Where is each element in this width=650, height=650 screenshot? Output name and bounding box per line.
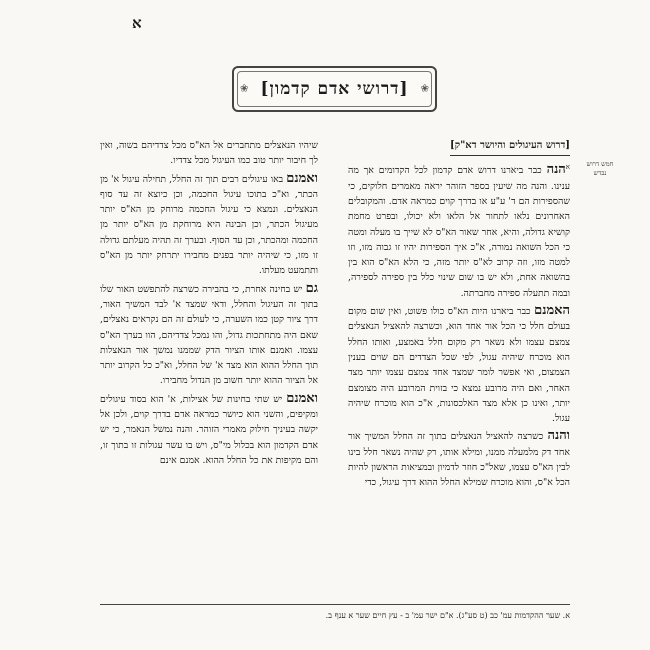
- paragraph-lead-word: האמנם: [534, 303, 570, 319]
- paragraph: [100, 171, 318, 279]
- paragraph-lead-word: גם: [305, 280, 318, 296]
- paragraph: [100, 138, 318, 169]
- paragraph-lead-word: והנה: [547, 428, 570, 444]
- paragraph-text: יש שתי בחינות של אצילות, א' הוא בסוד עיגולים ומקיפים, והשני הוא כיושר כמראה אדם בדרך קוים, ולכן אל יקשה בעיניך חילוק מאמרי הזוהר. והנה נמשל הנאמר, כי יש אדם הקדמון הוא בכלול מי"ס, ויש בו עשר עגולות זו בתוך זו, והם מקיפות את כל החלל ההוא. אמנם אינם: [100, 393, 318, 466]
- chapter-title-banner: [232, 66, 437, 112]
- section-heading: [דרוש העיגולים והיושר דא"ק]: [450, 138, 570, 156]
- paragraph-text: באו עיגולים רבים תוך זה החלל, תחילה עיגול א' מן הכתר, וא"כ בתוכו עיגול החכמה, וכן כיוצא זה עד סוף הנאצלים. ונמצא כי עיגול החכמה מרוחק מן הא"ס יותר מעיגול הכתר, וכן הבינה היא מרוחקת מן הא"ס יותר מן החכמה ומהכתר, וכן עד הסוף. ובערך זה תהיה מעלתם גדולה זו מזו, כי שיהיה יותר בפנים מחבירו יתרחק יותר מן הא"ס ותתמעט מעלתו.: [100, 173, 318, 277]
- paragraph-lead-word: ואמנם: [286, 390, 318, 406]
- paragraph-lead-word: הנה: [546, 162, 566, 178]
- paragraph: [100, 391, 318, 468]
- paragraph: [348, 160, 570, 301]
- page-number-letter: א: [132, 14, 142, 32]
- paragraph-text: שיהיו הנאצלים מתחברים אל הא"ס מכל צדדיהם בשוה, ואין לך חיבור יותר טוב כמו העיגול מכל צדדיו.: [100, 140, 318, 167]
- flower-ornament-icon: ❀: [240, 83, 249, 95]
- text-column-left: [100, 138, 318, 596]
- column-divider: [335, 138, 336, 593]
- footnote: א. שער ההקדמות עמ' כב (ט סע"ג). א"ם ישר עמ' ב - עץ חיים שער א ענף ב.: [325, 611, 570, 620]
- paragraph-text: כבר ביארנו היות הא"ס כולו פשוט, ואין שום מקום בעולם חלל כי הכל אור אחד הוא, וכשרצה להאציל הנאצלים צמצם עצמו ולא נשאר רק מקום חלל באמצע, ואותו החלל הוא מוכרח שיהיה עגול, לפי שכל הצדדים הם שוים בענין הצמצום, ואי אפשר לומר שמצד אחד צמצם עצמו יותר מצד האחר, ואם היה מרובע נמצא כי בזוית המרובע היה מצומצם יותר, ואינו כן אלא מצד האלכסונות, א"כ הוא מוכרח שיהיה עגול.: [348, 306, 570, 425]
- flower-ornament-icon: ❀: [420, 83, 429, 95]
- margin-note: חמש דרוש נבדש: [586, 160, 614, 177]
- paragraph-lead-word: ואמנם: [286, 170, 318, 186]
- text-column-right: [348, 138, 570, 596]
- footnote-rule: [100, 604, 570, 605]
- paragraph: [100, 281, 318, 389]
- paragraph-text: יש בחינה אחרת, כי בהבירה כשרצה להתפשט האור שלו בתוך זה העיגול והחלל, ודאי שמצד א' לבד המשיך האור, דרך ציור קטן כמו השערה, כי לעולם זה הם נקראים נאצלים, שאם היה מתחתכות גדול, והו נמכל צדדיהם, הוו בערך הא"ס עצמו. ואמנם אותו הציור הדק שממנו נמשך אור הנאצלות תוך החלל ההוא הוא מצד א' של החלל, וא"כ כל הקרוב יותר אל הציור ההוא יותר חשוב מן הנדול מחבירו.: [100, 283, 318, 387]
- chapter-title: [דרושי אדם קדמון]: [260, 79, 409, 99]
- paragraph: [348, 303, 570, 426]
- paragraph: [348, 428, 570, 490]
- paragraph-text: כשרצה להאציל הנאצלים בתוך זה החלל המשיך אור אחד דק מלמעלה ממנו, ומילא אותו, רק שהיה נשאר חלל בינו לבין הא"ס עצמו, שאל"כ חוזר לדמיון ובמציאות הראשון להיות הכל א"ס, והוא מוכרח שמילא החלל ההוא דרך עיגול, כדי: [348, 431, 570, 489]
- footnote-marker: א: [565, 163, 570, 172]
- paragraph-text: כבר ביארנו דרוש אדם קדמון לכל הקדומים אך מה ענינו. והנה מה שיעין בספר הזוהר יראה מאמרים חלוקים, כי שהספירות הם ד' ע"ע או בדרך קוים כמראה אדם. והמקובלים האחרונים נלאו לתחור אל הלאו ולא יכולו, ובפרט מחמת קושיא גדולה, והיא, אחר שאור הא"ס לא שייך בו מעלה ומטה כי הכל השואה נמורה, א"כ איך הספירות יהיו זו גבוה מזו, וזו למטה מזו, וזה קרוב לא"ס יותר מזה, כי הלא הא"ס הוא בין בהשואה אחת, ולא יש בו שום שינוי כלל בין ספירה לספירה, ובמה תתעלה ספירה מחברתה.: [348, 165, 570, 299]
